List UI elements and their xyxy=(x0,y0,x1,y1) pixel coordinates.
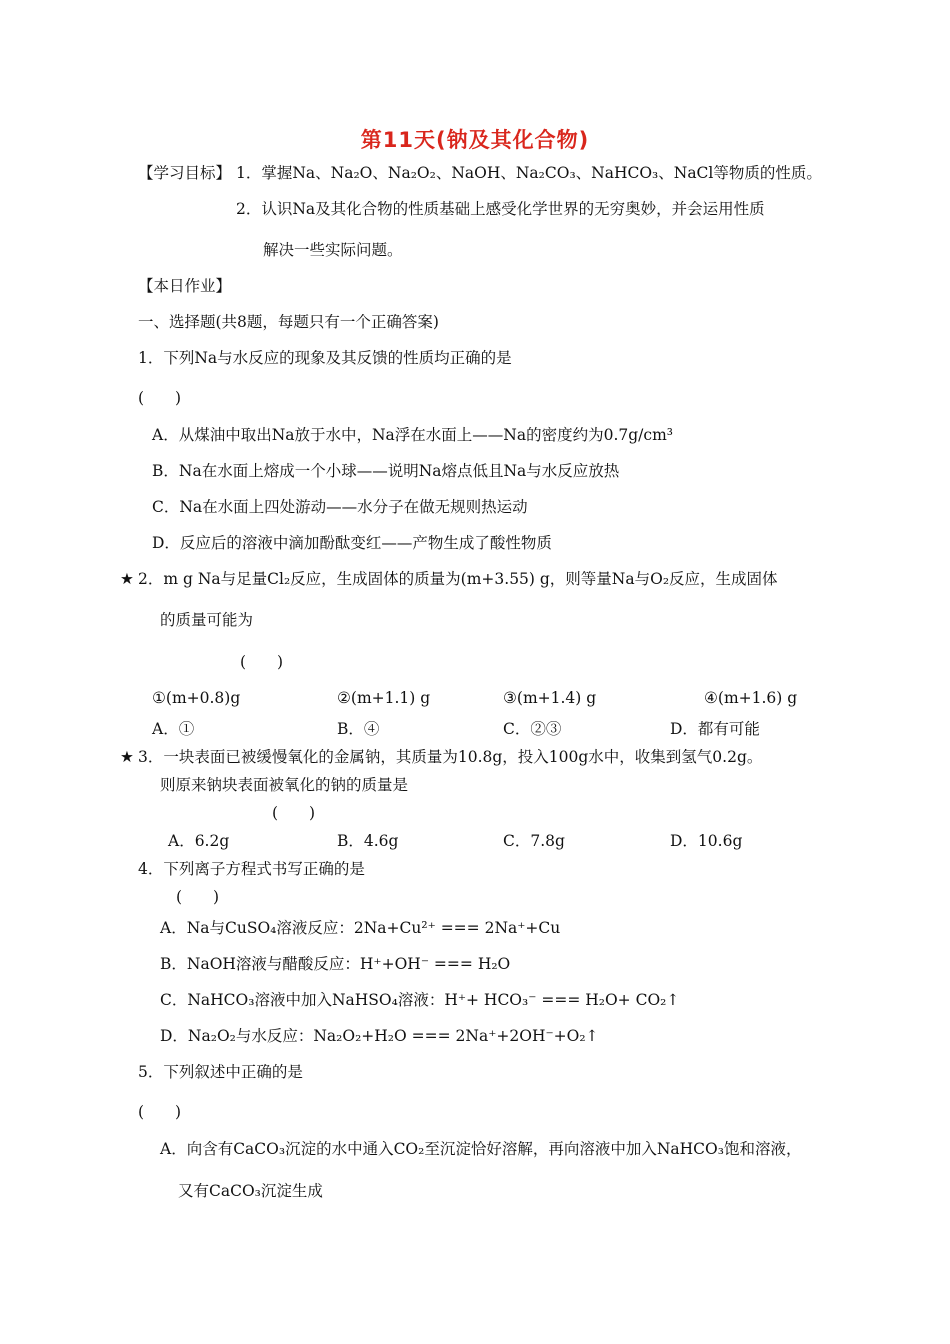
page-title: 第11天(钠及其化合物) xyxy=(360,128,590,152)
q5-stem: 5．下列叙述中正确的是 xyxy=(138,1063,303,1081)
q4-option-c: C．NaHCO₃溶液中加入NaHSO₄溶液：H⁺+ HCO₃⁻ === H₂O+ CO₂↑ xyxy=(160,991,680,1009)
q3-option-a: A．6.2g xyxy=(168,832,230,850)
q4-stem: 4．下列离子方程式书写正确的是 xyxy=(138,860,365,878)
q4-option-d: D．Na₂O₂与水反应：Na₂O₂+H₂O === 2Na⁺+2OH⁻+O₂↑ xyxy=(160,1027,599,1045)
q2-answer-paren: ( ) xyxy=(240,653,284,671)
goals-label: 【学习目标】 xyxy=(138,164,232,182)
q5-option-a-continued: 又有CaCO₃沉淀生成 xyxy=(178,1182,323,1200)
q2-choice-2: ②(m+1.1) g xyxy=(337,689,431,707)
q2-star-icon: ★ xyxy=(120,570,134,588)
q5-answer-paren: ( ) xyxy=(138,1103,182,1121)
q2-stem-continued: 的质量可能为 xyxy=(160,611,254,629)
q1-option-b: B．Na在水面上熔成一个小球——说明Na熔点低且Na与水反应放热 xyxy=(152,462,620,480)
q4-option-a: A．Na与CuSO₄溶液反应：2Na+Cu²⁺ === 2Na⁺+Cu xyxy=(160,919,561,937)
q2-choice-4: ④(m+1.6) g xyxy=(704,689,798,707)
section-heading: 一、选择题(共8题，每题只有一个正确答案) xyxy=(138,313,439,331)
q1-option-c: C．Na在水面上四处游动——水分子在做无规则热运动 xyxy=(152,498,528,516)
q3-option-c: C．7.8g xyxy=(503,832,565,850)
q1-option-d: D．反应后的溶液中滴加酚酞变红——产物生成了酸性物质 xyxy=(152,534,552,552)
q4-answer-paren: ( ) xyxy=(176,888,220,906)
q2-stem: 2．m g Na与足量Cl₂反应，生成固体的质量为(m+3.55) g，则等量Na与O₂反应，生成固体 xyxy=(138,570,778,588)
q3-stem: 3．一块表面已被缓慢氧化的金属钠，其质量为10.8g，投入100g水中，收集到氢气0.2g。 xyxy=(138,748,763,766)
q2-option-c: C．②③ xyxy=(503,720,562,738)
goal-1: 1．掌握Na、Na₂O、Na₂O₂、NaOH、Na₂CO₃、NaHCO₃、NaCl等物质的性质。 xyxy=(236,164,822,182)
q2-choice-3: ③(m+1.4) g xyxy=(503,689,597,707)
q3-option-d: D．10.6g xyxy=(670,832,743,850)
q3-answer-paren: ( ) xyxy=(272,804,316,822)
homework-label: 【本日作业】 xyxy=(138,277,232,295)
q3-star-icon: ★ xyxy=(120,748,134,766)
q3-stem-continued: 则原来钠块表面被氧化的钠的质量是 xyxy=(160,776,409,794)
q2-option-a: A．① xyxy=(152,720,195,738)
q5-option-a: A．向含有CaCO₃沉淀的水中通入CO₂至沉淀恰好溶解，再向溶液中加入NaHCO₃饱和溶液， xyxy=(160,1140,802,1158)
q2-choice-1: ①(m+0.8)g xyxy=(152,689,241,707)
q3-option-b: B．4.6g xyxy=(337,832,399,850)
goal-2-continued: 解决一些实际问题。 xyxy=(263,241,403,259)
q2-option-b: B．④ xyxy=(337,720,380,738)
q1-answer-paren: ( ) xyxy=(138,389,182,407)
q4-option-b: B．NaOH溶液与醋酸反应：H⁺+OH⁻ === H₂O xyxy=(160,955,511,973)
q1-stem: 1．下列Na与水反应的现象及其反馈的性质均正确的是 xyxy=(138,349,512,367)
goal-2: 2．认识Na及其化合物的性质基础上感受化学世界的无穷奥妙，并会运用性质 xyxy=(236,200,765,218)
q2-option-d: D．都有可能 xyxy=(670,720,760,738)
q1-option-a: A．从煤油中取出Na放于水中，Na浮在水面上——Na的密度约为0.7g/cm³ xyxy=(152,426,673,444)
